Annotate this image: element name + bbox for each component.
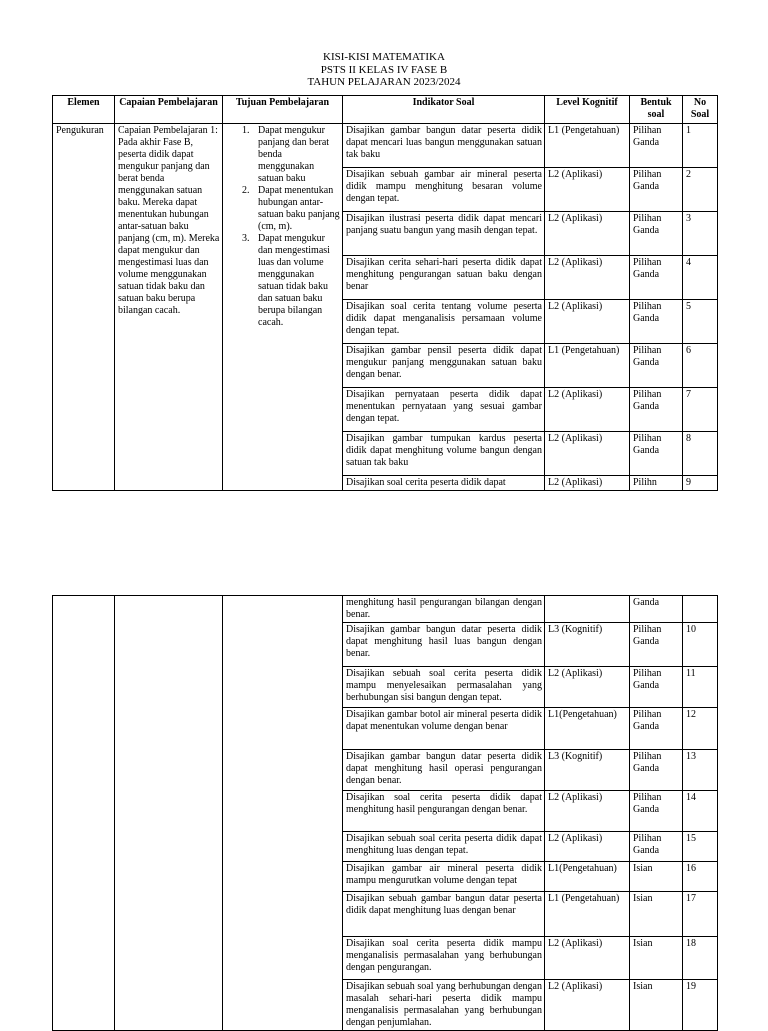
no-cell: 3 (683, 212, 718, 256)
bentuk-cell: Isian (630, 937, 683, 980)
level-cell: L2 (Aplikasi) (545, 937, 630, 980)
header-elemen: Elemen (53, 96, 115, 124)
tujuan-item-text: Dapat mengukur dan mengestimasi luas dan volume menggunakan satuan tidak baku dan satuan baku berupa bilangan cacah. (258, 233, 330, 328)
document-title (0, 51, 768, 89)
bentuk-cell: Isian (630, 980, 683, 1031)
no-cell: 2 (683, 168, 718, 212)
capaian-cell-cont (115, 596, 223, 1031)
capaian-cell: Capaian Pembelajaran 1: Pada akhir Fase B, peserta didik dapat mengukur panjang dan berat benda menggunakan satuan baku. Mereka dapat menentukan hubungan antar-satuan baku panjang (cm, m). Mereka dapat mengukur dan mengestimasi luas dan volume menggunakan satuan tidak baku dan satuan baku berupa bilangan cacah. (115, 124, 223, 491)
indikator-cell: Disajikan gambar bangun datar peserta didik dapat menghitung hasil operasi pengurangan dengan benar. (343, 750, 545, 791)
indikator-cell: Disajikan sebuah soal cerita peserta didik dapat menghitung luas dengan tepat. (343, 832, 545, 862)
indikator-cell: Disajikan gambar botol air mineral peserta didik dapat menentukan volume dengan benar (343, 708, 545, 750)
title-line-1: KISI-KISI MATEMATIKA (323, 51, 445, 63)
indikator-cell: Disajikan gambar pensil peserta didik dapat mengukur panjang menggunakan satuan baku dengan benar. (343, 344, 545, 388)
bentuk-cell: Pilihan Ganda (630, 708, 683, 750)
level-cell: L1 (Pengetahuan) (545, 344, 630, 388)
indikator-cell: Disajikan soal cerita tentang volume peserta didik dapat menganalisis persamaan volume dengan tepat. (343, 300, 545, 344)
no-cell: 16 (683, 862, 718, 892)
level-cell: L2 (Aplikasi) (545, 388, 630, 432)
kisi-kisi-table-page-1 (52, 95, 718, 491)
header-capaian: Capaian Pembelajaran (115, 96, 223, 124)
bentuk-cell: Isian (630, 892, 683, 937)
indikator-cell: Disajikan sebuah soal yang berhubungan dengan masalah sehari-hari peserta didik mampu menganalisis permasalahan yang berhubungan dengan penjumlahan. (343, 980, 545, 1031)
bentuk-cell: Pilihan Ganda (630, 256, 683, 300)
header-level: Level Kognitif (545, 96, 630, 124)
level-cell: L2 (Aplikasi) (545, 212, 630, 256)
no-cell: 5 (683, 300, 718, 344)
indikator-cell: Disajikan gambar air mineral peserta didik mampu mengurutkan volume dengan tepat (343, 862, 545, 892)
header-bentuk: Bentuk soal (630, 96, 683, 124)
bentuk-cell: Pilihn (630, 476, 683, 491)
no-cell: 18 (683, 937, 718, 980)
tujuan-list (226, 125, 340, 329)
indikator-cell: Disajikan sebuah gambar bangun datar peserta didik dapat menghitung luas dengan benar (343, 892, 545, 937)
tujuan-item-text: Dapat menentukan hubungan antar-satuan baku panjang (cm, m). (258, 185, 340, 232)
elemen-cell: Pengukuran (53, 124, 115, 491)
no-cell: 17 (683, 892, 718, 937)
level-cell: L2 (Aplikasi) (545, 667, 630, 708)
bentuk-cell: Pilihan Ganda (630, 300, 683, 344)
tujuan-item (226, 233, 340, 329)
bentuk-cell: Ganda (630, 596, 683, 623)
level-cell: L1(Pengetahuan) (545, 862, 630, 892)
level-cell: L2 (Aplikasi) (545, 980, 630, 1031)
indikator-cell: Disajikan gambar bangun datar peserta didik dapat menghitung hasil luas bangun dengan benar. (343, 623, 545, 667)
level-cell: L3 (Kognitif) (545, 623, 630, 667)
level-cell: L1 (Pengetahuan) (545, 124, 630, 168)
level-cell: L3 (Kognitif) (545, 750, 630, 791)
elemen-cell-cont (53, 596, 115, 1031)
tujuan-cell (223, 124, 343, 491)
table-row (53, 596, 718, 623)
level-cell: L1 (Pengetahuan) (545, 892, 630, 937)
bentuk-cell: Pilihan Ganda (630, 212, 683, 256)
indikator-cell: Disajikan gambar bangun datar peserta didik dapat mencari luas bangun menggunakan satuan tak baku (343, 124, 545, 168)
indikator-cell: menghitung hasil pengurangan bilangan dengan benar. (343, 596, 545, 623)
tujuan-item-text: Dapat mengukur panjang dan berat benda menggunakan satuan baku (258, 125, 330, 184)
tujuan-item-number: 2. (242, 185, 250, 196)
no-cell: 8 (683, 432, 718, 476)
no-cell: 1 (683, 124, 718, 168)
no-cell: 11 (683, 667, 718, 708)
indikator-cell: Disajikan soal cerita peserta didik mampu menganalisis permasalahan yang berhubungan dengan pengurangan. (343, 937, 545, 980)
tujuan-cell-cont (223, 596, 343, 1031)
no-cell: 14 (683, 791, 718, 832)
bentuk-cell: Pilihan Ganda (630, 791, 683, 832)
level-cell (545, 596, 630, 623)
bentuk-cell: Pilihan Ganda (630, 124, 683, 168)
level-cell: L2 (Aplikasi) (545, 791, 630, 832)
no-cell: 4 (683, 256, 718, 300)
indikator-cell: Disajikan cerita sehari-hari peserta didik dapat menghitung pengurangan satuan baku dengan benar (343, 256, 545, 300)
level-cell: L2 (Aplikasi) (545, 832, 630, 862)
level-cell: L2 (Aplikasi) (545, 256, 630, 300)
indikator-cell: Disajikan soal cerita peserta didik dapat menghitung hasil pengurangan dengan benar. (343, 791, 545, 832)
indikator-cell: Disajikan sebuah gambar air mineral peserta didik mampu menghitung besaran volume dengan tepat. (343, 168, 545, 212)
title-line-3: TAHUN PELAJARAN 2023/2024 (307, 76, 461, 88)
no-cell: 9 (683, 476, 718, 491)
indikator-cell: Disajikan soal cerita peserta didik dapat (343, 476, 545, 491)
table-row (53, 124, 718, 168)
no-cell: 15 (683, 832, 718, 862)
indikator-cell: Disajikan ilustrasi peserta didik dapat mencari panjang suatu bangun yang masih dengan tepat. (343, 212, 545, 256)
bentuk-cell: Pilihan Ganda (630, 623, 683, 667)
no-cell: 12 (683, 708, 718, 750)
tujuan-item (226, 185, 340, 233)
level-cell: L2 (Aplikasi) (545, 432, 630, 476)
bentuk-cell: Pilihan Ganda (630, 832, 683, 862)
indikator-cell: Disajikan pernyataan peserta didik dapat menentukan pernyataan yang sesuai gambar dengan tepat. (343, 388, 545, 432)
bentuk-cell: Pilihan Ganda (630, 432, 683, 476)
header-tujuan: Tujuan Pembelajaran (223, 96, 343, 124)
level-cell: L1(Pengetahuan) (545, 708, 630, 750)
no-cell: 7 (683, 388, 718, 432)
tujuan-item-number: 1. (242, 125, 250, 136)
header-no: No Soal (683, 96, 718, 124)
level-cell: L2 (Aplikasi) (545, 476, 630, 491)
kisi-kisi-table-page-2 (52, 595, 718, 1031)
table-header-row (53, 96, 718, 124)
indikator-cell: Disajikan sebuah soal cerita peserta didik mampu menyelesaikan permasalahan yang berhubungan sisi bangun dengan tepat. (343, 667, 545, 708)
bentuk-cell: Isian (630, 862, 683, 892)
bentuk-cell: Pilihan Ganda (630, 168, 683, 212)
bentuk-cell: Pilihan Ganda (630, 750, 683, 791)
level-cell: L2 (Aplikasi) (545, 168, 630, 212)
no-cell: 10 (683, 623, 718, 667)
indikator-cell: Disajikan gambar tumpukan kardus peserta didik dapat menghitung volume bangun dengan satuan tak baku (343, 432, 545, 476)
no-cell: 13 (683, 750, 718, 791)
level-cell: L2 (Aplikasi) (545, 300, 630, 344)
header-indikator: Indikator Soal (343, 96, 545, 124)
bentuk-cell: Pilihan Ganda (630, 667, 683, 708)
bentuk-cell: Pilihan Ganda (630, 344, 683, 388)
no-cell: 6 (683, 344, 718, 388)
tujuan-item-number: 3. (242, 233, 250, 244)
tujuan-item (226, 125, 340, 185)
no-cell (683, 596, 718, 623)
no-cell: 19 (683, 980, 718, 1031)
bentuk-cell: Pilihan Ganda (630, 388, 683, 432)
title-line-2: PSTS II KELAS IV FASE B (320, 63, 448, 76)
